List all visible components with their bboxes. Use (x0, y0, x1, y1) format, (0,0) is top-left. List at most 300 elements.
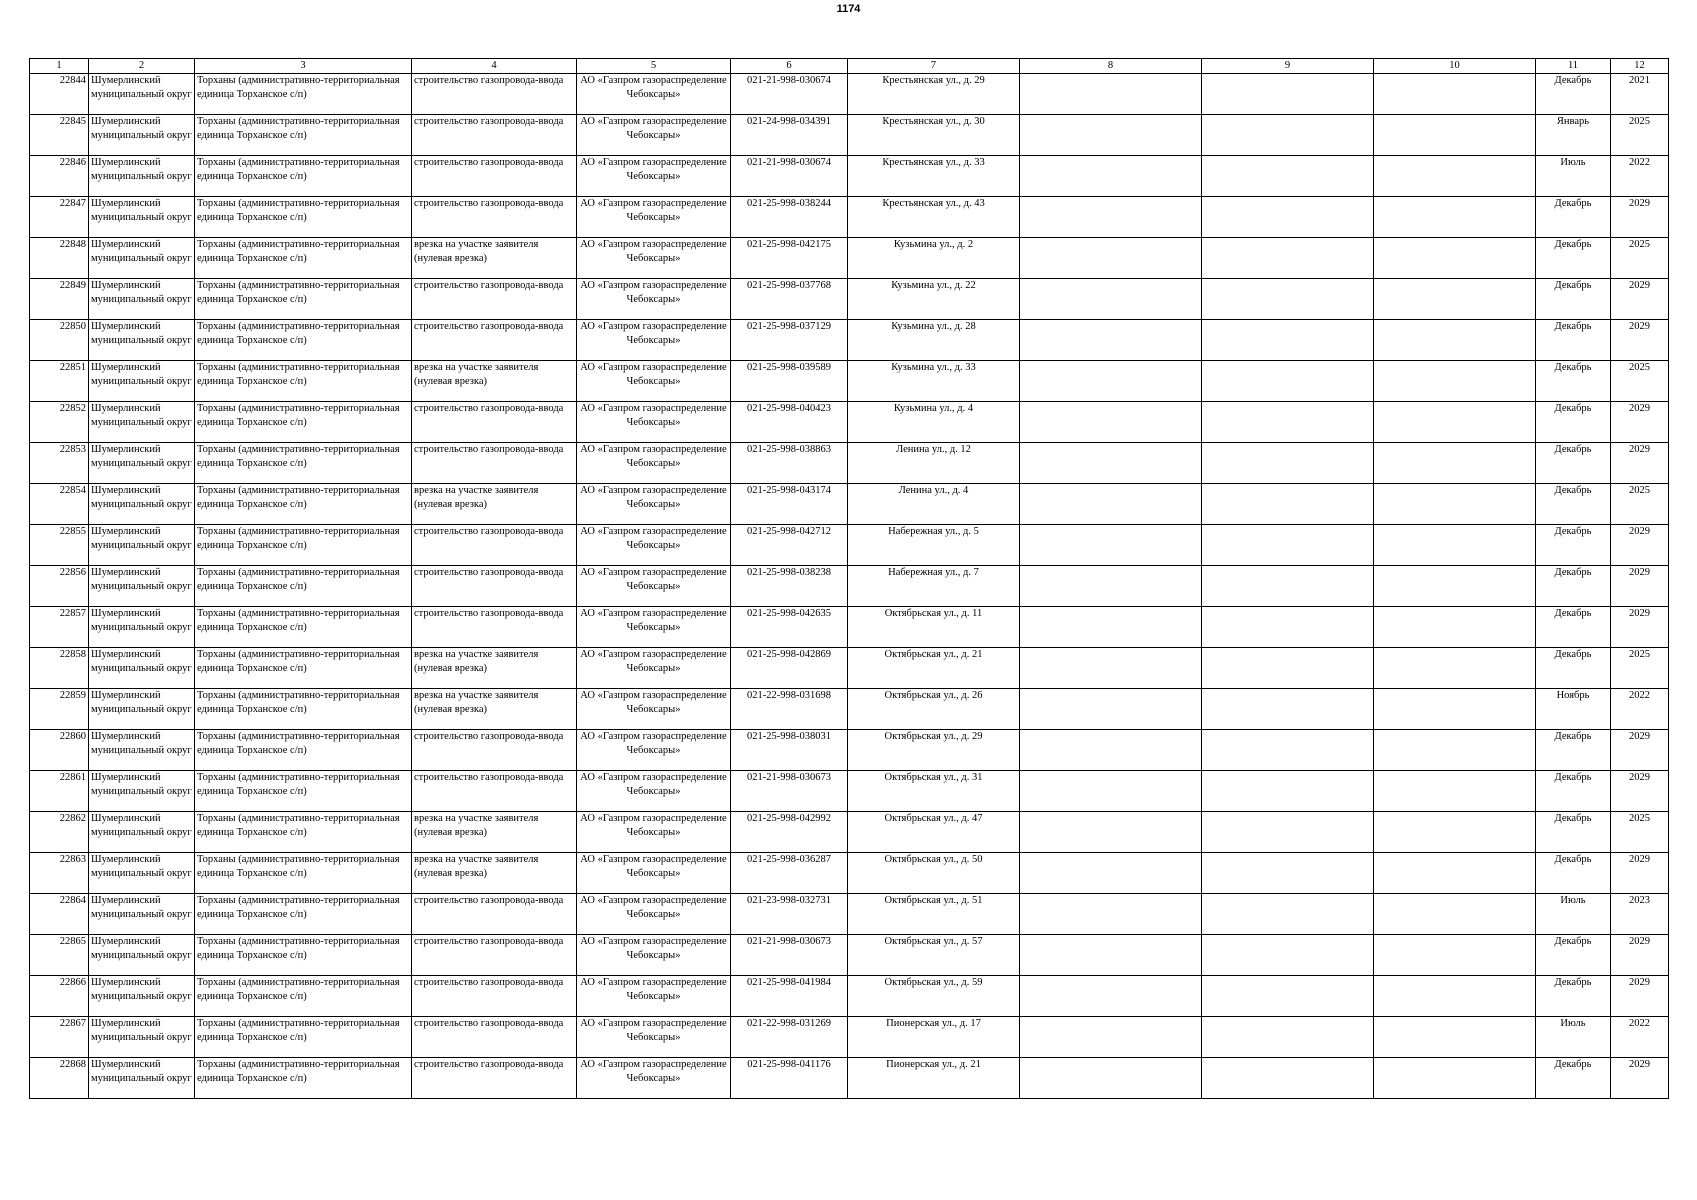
cell-month (1536, 238, 1611, 279)
cell-col8-text (1022, 115, 1199, 155)
cell-year-text: 2029 (1629, 198, 1650, 209)
cell-organization-text: АО «Газпром газораспределение Чебоксары» (580, 649, 727, 674)
cell-col10 (1374, 566, 1536, 607)
cell-month (1536, 443, 1611, 484)
table-row (30, 894, 1669, 935)
cell-col10 (1374, 1017, 1536, 1058)
cell-col9 (1202, 1017, 1374, 1058)
cell-address (848, 648, 1020, 689)
cell-number-text: 22864 (59, 895, 86, 906)
cell-col9-text (1204, 648, 1371, 688)
cell-application-code-text: 021-25-998-038244 (747, 198, 831, 209)
cell-application-code (731, 402, 848, 443)
cell-organization (577, 197, 731, 238)
cell-number (30, 484, 89, 525)
column-header-2: 2 (89, 59, 195, 74)
cell-application-code (731, 443, 848, 484)
cell-address-text: Крестьянская ул., д. 29 (882, 75, 985, 86)
cell-col10 (1374, 443, 1536, 484)
cell-locality-text: Торханы (административно-территориальная единица Торханское с/п) (197, 403, 400, 428)
cell-col9 (1202, 74, 1374, 115)
cell-year (1611, 1058, 1669, 1099)
cell-col9-text (1204, 279, 1371, 319)
cell-month-text: Декабрь (1554, 772, 1592, 783)
cell-col10 (1374, 648, 1536, 689)
cell-col10 (1374, 279, 1536, 320)
cell-year-text: 2029 (1629, 567, 1650, 578)
cell-work-type (412, 976, 577, 1017)
cell-col9-text (1204, 115, 1371, 155)
cell-col8-text (1022, 320, 1199, 360)
cell-organization-text: АО «Газпром газораспределение Чебоксары» (580, 485, 727, 510)
cell-application-code (731, 74, 848, 115)
cell-number (30, 689, 89, 730)
cell-address-text: Кузьмина ул., д. 33 (891, 362, 976, 373)
cell-organization (577, 607, 731, 648)
cell-year (1611, 566, 1669, 607)
header-row (30, 59, 1669, 74)
cell-number (30, 279, 89, 320)
cell-col9-text (1204, 689, 1371, 729)
cell-address (848, 730, 1020, 771)
cell-locality (195, 1058, 412, 1099)
cell-col8-text (1022, 812, 1199, 852)
cell-number (30, 771, 89, 812)
cell-application-code-text: 021-21-998-030673 (747, 772, 831, 783)
cell-month-text: Декабрь (1554, 239, 1592, 250)
cell-col9 (1202, 894, 1374, 935)
cell-application-code (731, 853, 848, 894)
cell-locality-text: Торханы (административно-территориальная единица Торханское с/п) (197, 485, 400, 510)
cell-year (1611, 238, 1669, 279)
table-row (30, 402, 1669, 443)
table-row (30, 443, 1669, 484)
cell-col10-text (1376, 935, 1533, 975)
cell-application-code-text: 021-25-998-041984 (747, 977, 831, 988)
cell-district-text: Шумерлинский муниципальный округ (91, 485, 192, 510)
cell-year-text: 2029 (1629, 280, 1650, 291)
cell-month (1536, 771, 1611, 812)
table-row (30, 238, 1669, 279)
cell-col8-text (1022, 935, 1199, 975)
cell-year-text: 2022 (1629, 1018, 1650, 1029)
cell-address (848, 238, 1020, 279)
cell-month (1536, 894, 1611, 935)
cell-col8 (1020, 115, 1202, 156)
cell-col10-text (1376, 853, 1533, 893)
cell-locality-text: Торханы (административно-территориальная единица Торханское с/п) (197, 936, 400, 961)
cell-number (30, 1017, 89, 1058)
cell-application-code (731, 115, 848, 156)
cell-year-text: 2025 (1629, 362, 1650, 373)
cell-address-text: Октябрьская ул., д. 29 (884, 731, 983, 742)
cell-application-code-text: 021-22-998-031698 (747, 690, 831, 701)
cell-address-text: Крестьянская ул., д. 43 (882, 198, 985, 209)
cell-application-code (731, 812, 848, 853)
table-row (30, 812, 1669, 853)
cell-col9 (1202, 648, 1374, 689)
cell-address (848, 402, 1020, 443)
cell-district-text: Шумерлинский муниципальный округ (91, 116, 192, 141)
cell-col8 (1020, 279, 1202, 320)
table-row (30, 607, 1669, 648)
cell-year (1611, 812, 1669, 853)
cell-col8-text (1022, 1017, 1199, 1057)
cell-district (89, 1058, 195, 1099)
cell-organization (577, 566, 731, 607)
cell-month-text: Декабрь (1554, 403, 1592, 414)
cell-col10 (1374, 525, 1536, 566)
cell-year (1611, 607, 1669, 648)
cell-address-text: Октябрьская ул., д. 57 (884, 936, 983, 947)
cell-address (848, 361, 1020, 402)
cell-number-text: 22858 (59, 649, 86, 660)
cell-district (89, 607, 195, 648)
cell-application-code (731, 1017, 848, 1058)
table-row (30, 279, 1669, 320)
cell-district (89, 484, 195, 525)
cell-locality (195, 525, 412, 566)
cell-address-text: Кузьмина ул., д. 2 (893, 239, 974, 250)
column-header-12: 12 (1611, 59, 1669, 74)
table-row (30, 771, 1669, 812)
cell-locality-text: Торханы (административно-территориальная единица Торханское с/п) (197, 444, 400, 469)
cell-col10-text (1376, 402, 1533, 442)
cell-organization (577, 853, 731, 894)
cell-work-type-text: строительство газопровода-ввода (414, 403, 564, 414)
cell-number (30, 1058, 89, 1099)
cell-work-type (412, 361, 577, 402)
table-row (30, 1058, 1669, 1099)
cell-month (1536, 361, 1611, 402)
cell-organization (577, 402, 731, 443)
cell-col8-text (1022, 607, 1199, 647)
cell-organization (577, 1058, 731, 1099)
cell-number-text: 22863 (59, 854, 86, 865)
cell-col9 (1202, 771, 1374, 812)
cell-district-text: Шумерлинский муниципальный округ (91, 239, 192, 264)
cell-col9 (1202, 935, 1374, 976)
cell-district-text: Шумерлинский муниципальный округ (91, 772, 192, 797)
cell-locality (195, 730, 412, 771)
table-row (30, 566, 1669, 607)
cell-application-code (731, 525, 848, 566)
cell-col10 (1374, 853, 1536, 894)
cell-col10-text (1376, 115, 1533, 155)
cell-col9-text (1204, 1017, 1371, 1057)
cell-number (30, 115, 89, 156)
cell-col9-text (1204, 156, 1371, 196)
cell-application-code (731, 607, 848, 648)
cell-work-type-text: строительство газопровода-ввода (414, 198, 564, 209)
cell-organization-text: АО «Газпром газораспределение Чебоксары» (580, 75, 727, 100)
cell-number-text: 22853 (59, 444, 86, 455)
cell-col8 (1020, 648, 1202, 689)
cell-locality-text: Торханы (административно-территориальная единица Торханское с/п) (197, 321, 400, 346)
cell-month (1536, 935, 1611, 976)
cell-locality-text: Торханы (административно-территориальная единица Торханское с/п) (197, 362, 400, 387)
cell-district-text: Шумерлинский муниципальный округ (91, 362, 192, 387)
cell-number-text: 22847 (59, 198, 86, 209)
cell-organization (577, 935, 731, 976)
cell-organization-text: АО «Газпром газораспределение Чебоксары» (580, 1018, 727, 1043)
cell-organization-text: АО «Газпром газораспределение Чебоксары» (580, 198, 727, 223)
cell-application-code-text: 021-25-998-039589 (747, 362, 831, 373)
cell-number-text: 22850 (59, 321, 86, 332)
cell-number-text: 22860 (59, 731, 86, 742)
cell-work-type-text: врезка на участке заявителя (нулевая врезка) (414, 690, 539, 715)
cell-application-code (731, 935, 848, 976)
cell-organization-text: АО «Газпром газораспределение Чебоксары» (580, 526, 727, 551)
cell-col8-text (1022, 648, 1199, 688)
cell-organization (577, 648, 731, 689)
cell-col10-text (1376, 894, 1533, 934)
column-header-7: 7 (848, 59, 1020, 74)
cell-work-type (412, 689, 577, 730)
cell-month (1536, 730, 1611, 771)
cell-address (848, 689, 1020, 730)
cell-col10-text (1376, 730, 1533, 770)
cell-col10 (1374, 689, 1536, 730)
cell-locality-text: Торханы (административно-территориальная единица Торханское с/п) (197, 1018, 400, 1043)
cell-district (89, 771, 195, 812)
cell-month-text: Декабрь (1554, 198, 1592, 209)
cell-work-type (412, 853, 577, 894)
cell-col9-text (1204, 812, 1371, 852)
cell-number (30, 607, 89, 648)
cell-col8-text (1022, 894, 1199, 934)
cell-address-text: Октябрьская ул., д. 26 (884, 690, 983, 701)
cell-month-text: Июль (1560, 157, 1586, 168)
cell-locality (195, 279, 412, 320)
table-row (30, 976, 1669, 1017)
cell-address-text: Октябрьская ул., д. 50 (884, 854, 983, 865)
cell-col10-text (1376, 1058, 1533, 1098)
cell-month (1536, 1058, 1611, 1099)
cell-col9 (1202, 689, 1374, 730)
cell-col9 (1202, 320, 1374, 361)
cell-organization-text: АО «Газпром газораспределение Чебоксары» (580, 772, 727, 797)
cell-month-text: Декабрь (1554, 813, 1592, 824)
cell-number-text: 22861 (59, 772, 86, 783)
cell-work-type (412, 74, 577, 115)
cell-col10 (1374, 402, 1536, 443)
cell-work-type-text: строительство газопровода-ввода (414, 444, 564, 455)
cell-year-text: 2025 (1629, 649, 1650, 660)
cell-application-code-text: 021-25-998-038238 (747, 567, 831, 578)
cell-organization (577, 894, 731, 935)
cell-year-text: 2029 (1629, 444, 1650, 455)
cell-district-text: Шумерлинский муниципальный округ (91, 157, 192, 182)
cell-organization-text: АО «Газпром газораспределение Чебоксары» (580, 157, 727, 182)
cell-organization-text: АО «Газпром газораспределение Чебоксары» (580, 116, 727, 141)
cell-work-type-text: строительство газопровода-ввода (414, 157, 564, 168)
cell-number (30, 894, 89, 935)
cell-year-text: 2022 (1629, 690, 1650, 701)
cell-col8-text (1022, 771, 1199, 811)
cell-number-text: 22866 (59, 977, 86, 988)
cell-address-text: Набережная ул., д. 7 (888, 567, 979, 578)
cell-year (1611, 443, 1669, 484)
cell-address (848, 525, 1020, 566)
cell-application-code (731, 238, 848, 279)
cell-year-text: 2025 (1629, 239, 1650, 250)
cell-district-text: Шумерлинский муниципальный округ (91, 198, 192, 223)
cell-year (1611, 771, 1669, 812)
cell-col8-text (1022, 238, 1199, 278)
cell-locality (195, 935, 412, 976)
cell-year (1611, 156, 1669, 197)
cell-district-text: Шумерлинский муниципальный округ (91, 649, 192, 674)
cell-col10-text (1376, 484, 1533, 524)
cell-work-type (412, 730, 577, 771)
cell-address-text: Кузьмина ул., д. 28 (891, 321, 976, 332)
cell-col10 (1374, 607, 1536, 648)
cell-address (848, 320, 1020, 361)
cell-district (89, 402, 195, 443)
cell-month (1536, 115, 1611, 156)
cell-month-text: Декабрь (1554, 362, 1592, 373)
cell-month (1536, 976, 1611, 1017)
cell-number (30, 361, 89, 402)
cell-number-text: 22849 (59, 280, 86, 291)
cell-month (1536, 279, 1611, 320)
cell-address (848, 443, 1020, 484)
cell-work-type-text: строительство газопровода-ввода (414, 977, 564, 988)
cell-number (30, 156, 89, 197)
cell-col10-text (1376, 1017, 1533, 1057)
cell-district (89, 156, 195, 197)
cell-year (1611, 279, 1669, 320)
cell-locality-text: Торханы (административно-территориальная единица Торханское с/п) (197, 895, 400, 920)
cell-number (30, 648, 89, 689)
cell-address-text: Кузьмина ул., д. 22 (891, 280, 976, 291)
cell-col9 (1202, 443, 1374, 484)
cell-address (848, 607, 1020, 648)
cell-application-code-text: 021-25-998-043174 (747, 485, 831, 496)
cell-work-type (412, 566, 577, 607)
cell-district (89, 74, 195, 115)
cell-year (1611, 1017, 1669, 1058)
cell-work-type (412, 279, 577, 320)
cell-address-text: Крестьянская ул., д. 30 (882, 116, 985, 127)
cell-work-type-text: строительство газопровода-ввода (414, 731, 564, 742)
cell-district (89, 443, 195, 484)
cell-work-type-text: строительство газопровода-ввода (414, 936, 564, 947)
cell-district (89, 648, 195, 689)
cell-col10-text (1376, 238, 1533, 278)
cell-locality (195, 566, 412, 607)
cell-district (89, 238, 195, 279)
cell-locality (195, 238, 412, 279)
cell-address (848, 935, 1020, 976)
cell-address-text: Ленина ул., д. 4 (898, 485, 969, 496)
cell-application-code-text: 021-22-998-031269 (747, 1018, 831, 1029)
cell-work-type (412, 238, 577, 279)
cell-address (848, 1058, 1020, 1099)
cell-application-code-text: 021-21-998-030673 (747, 936, 831, 947)
cell-organization (577, 320, 731, 361)
cell-locality-text: Торханы (административно-территориальная единица Торханское с/п) (197, 731, 400, 756)
cell-work-type (412, 197, 577, 238)
cell-col8 (1020, 320, 1202, 361)
cell-month-text: Ноябрь (1556, 690, 1590, 701)
cell-address-text: Крестьянская ул., д. 33 (882, 157, 985, 168)
cell-month-text: Июль (1560, 1018, 1586, 1029)
cell-col10-text (1376, 156, 1533, 196)
cell-month-text: Июль (1560, 895, 1586, 906)
cell-application-code (731, 320, 848, 361)
cell-district (89, 1017, 195, 1058)
cell-locality-text: Торханы (административно-территориальная единица Торханское с/п) (197, 75, 400, 100)
cell-district (89, 320, 195, 361)
cell-organization-text: АО «Газпром газораспределение Чебоксары» (580, 403, 727, 428)
cell-application-code (731, 484, 848, 525)
cell-col10-text (1376, 279, 1533, 319)
cell-application-code (731, 156, 848, 197)
table-row (30, 730, 1669, 771)
cell-organization-text: АО «Газпром газораспределение Чебоксары» (580, 977, 727, 1002)
cell-month (1536, 320, 1611, 361)
cell-address (848, 484, 1020, 525)
cell-organization (577, 730, 731, 771)
cell-district-text: Шумерлинский муниципальный округ (91, 813, 192, 838)
cell-district (89, 894, 195, 935)
cell-locality (195, 402, 412, 443)
cell-col9-text (1204, 484, 1371, 524)
cell-application-code (731, 279, 848, 320)
table-row (30, 1017, 1669, 1058)
cell-col8 (1020, 197, 1202, 238)
cell-address-text: Октябрьская ул., д. 21 (884, 649, 983, 660)
cell-organization (577, 156, 731, 197)
page-number: 1174 (836, 3, 861, 15)
cell-col10-text (1376, 320, 1533, 360)
cell-month-text: Декабрь (1554, 321, 1592, 332)
cell-col10-text (1376, 648, 1533, 688)
cell-district-text: Шумерлинский муниципальный округ (91, 567, 192, 592)
cell-col9 (1202, 812, 1374, 853)
cell-work-type (412, 402, 577, 443)
cell-year (1611, 361, 1669, 402)
cell-col9 (1202, 361, 1374, 402)
cell-col8-text (1022, 853, 1199, 893)
cell-application-code-text: 021-25-998-038863 (747, 444, 831, 455)
cell-number-text: 22844 (59, 75, 86, 86)
cell-locality (195, 853, 412, 894)
cell-district-text: Шумерлинский муниципальный округ (91, 854, 192, 879)
cell-year (1611, 730, 1669, 771)
table-row (30, 525, 1669, 566)
cell-col8-text (1022, 525, 1199, 565)
cell-col10 (1374, 238, 1536, 279)
cell-application-code-text: 021-25-998-040423 (747, 403, 831, 414)
cell-number-text: 22862 (59, 813, 86, 824)
cell-col9-text (1204, 197, 1371, 237)
cell-locality (195, 689, 412, 730)
cell-month-text: Декабрь (1554, 608, 1592, 619)
cell-work-type (412, 320, 577, 361)
cell-col8-text (1022, 1058, 1199, 1098)
cell-organization-text: АО «Газпром газораспределение Чебоксары» (580, 444, 727, 469)
cell-organization (577, 484, 731, 525)
cell-district-text: Шумерлинский муниципальный округ (91, 936, 192, 961)
cell-col9 (1202, 1058, 1374, 1099)
cell-organization (577, 115, 731, 156)
cell-district (89, 730, 195, 771)
cell-district-text: Шумерлинский муниципальный округ (91, 1018, 192, 1043)
cell-locality-text: Торханы (административно-территориальная единица Торханское с/п) (197, 116, 400, 141)
